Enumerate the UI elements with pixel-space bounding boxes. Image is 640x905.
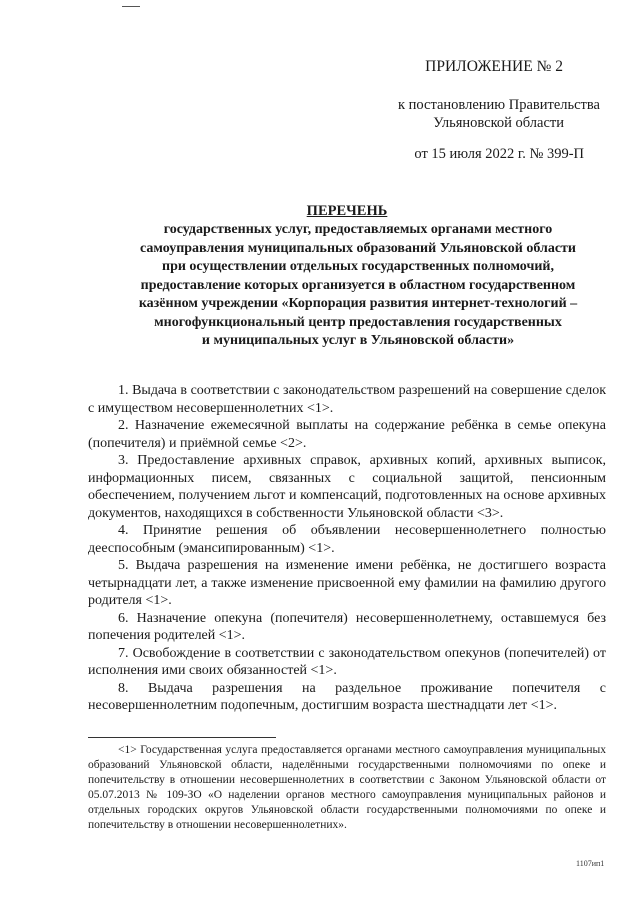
document-subtitle xyxy=(110,221,606,351)
footnote-separator xyxy=(88,737,276,738)
list-item: 6. Назначение опекуна (попечителя) несовершеннолетнему, оставшемуся без попечения родителей <1>. xyxy=(88,610,606,643)
list-item: 5. Выдача разрешения на изменение имени ребёнка, не достигшего возраста четырнадцати лет, а также изменение присвоенной ему фамилии на фамилию другого родителя <1>. xyxy=(88,558,606,608)
appendix-label: ПРИЛОЖЕНИЕ № 2 xyxy=(425,58,563,75)
list-item: 2. Назначение ежемесячной выплаты на содержание ребёнка в семье опекуна (попечителя) и приёмной семье <2>. xyxy=(88,418,606,451)
document-title: ПЕРЕЧЕНЬ xyxy=(306,203,388,219)
footnote: <1> Государственная услуга предоставляется органами местного самоуправления муниципальных образований Ульяновской области, наделёнными государственными полномочиями по опеке и попечительству в отношении несовершеннолетних в соответствии с Законом Ульяновской области от 05.07.2013 № 109-ЗО «О наделении органов местного самоуправления муниципальных районов и отдельных городских округов Ульяновской области государственными полномочиями по опеке и попечительству в отношении несовершеннолетних». xyxy=(88,744,606,831)
list-item: 3. Предоставление архивных справок, архивных копий, архивных выписок, информационных писем, связанных с социальной защитой, пенсионным обеспечением, получением льгот и компенсаций, подготовленных на основе архивных документов, находящихся в собственности Ульяновской области <3>. xyxy=(88,453,606,521)
services-list xyxy=(88,382,606,715)
document-code: 1107ип1 xyxy=(576,859,605,868)
subtitle-line: предоставление которых организуется в областном государственном xyxy=(140,277,576,293)
list-item: 1. Выдача в соответствии с законодательством разрешений на совершение сделок с имуществом несовершеннолетних <1>. xyxy=(88,383,606,416)
list-item: 7. Освобождение в соответствии с законодательством опекунов (попечителей) от исполнения ими своих обязанностей <1>. xyxy=(88,645,606,678)
subtitle-line: казённом учреждении «Корпорация развития интернет-технологий – xyxy=(138,296,578,311)
resolution-date: от 15 июля 2022 г. № 399-П xyxy=(414,146,584,162)
resolution-line-2: Ульяновской области xyxy=(433,115,564,131)
subtitle-line: самоуправления муниципальных образований Ульяновской области xyxy=(140,240,576,256)
subtitle-line: государственных услуг, предоставляемых органами местного xyxy=(163,222,553,237)
subtitle-line: и муниципальных услуг в Ульяновской области» xyxy=(201,333,515,348)
list-item: 4. Принятие решения об объявлении несовершеннолетнего полностью дееспособным (эмансипированным) <1>. xyxy=(88,523,606,556)
resolution-reference xyxy=(0,96,600,132)
subtitle-line: при осуществлении отдельных государственных полномочий, xyxy=(162,259,554,274)
resolution-line-1: к постановлению Правительства xyxy=(398,97,600,113)
list-item: 8. Выдача разрешения на раздельное проживание попечителя с несовершеннолетним подопечным, достигшим возраста шестнадцати лет <1>. xyxy=(88,680,606,713)
subtitle-line: многофункциональный центр предоставления государственных xyxy=(154,314,562,330)
scan-mark xyxy=(122,6,140,7)
